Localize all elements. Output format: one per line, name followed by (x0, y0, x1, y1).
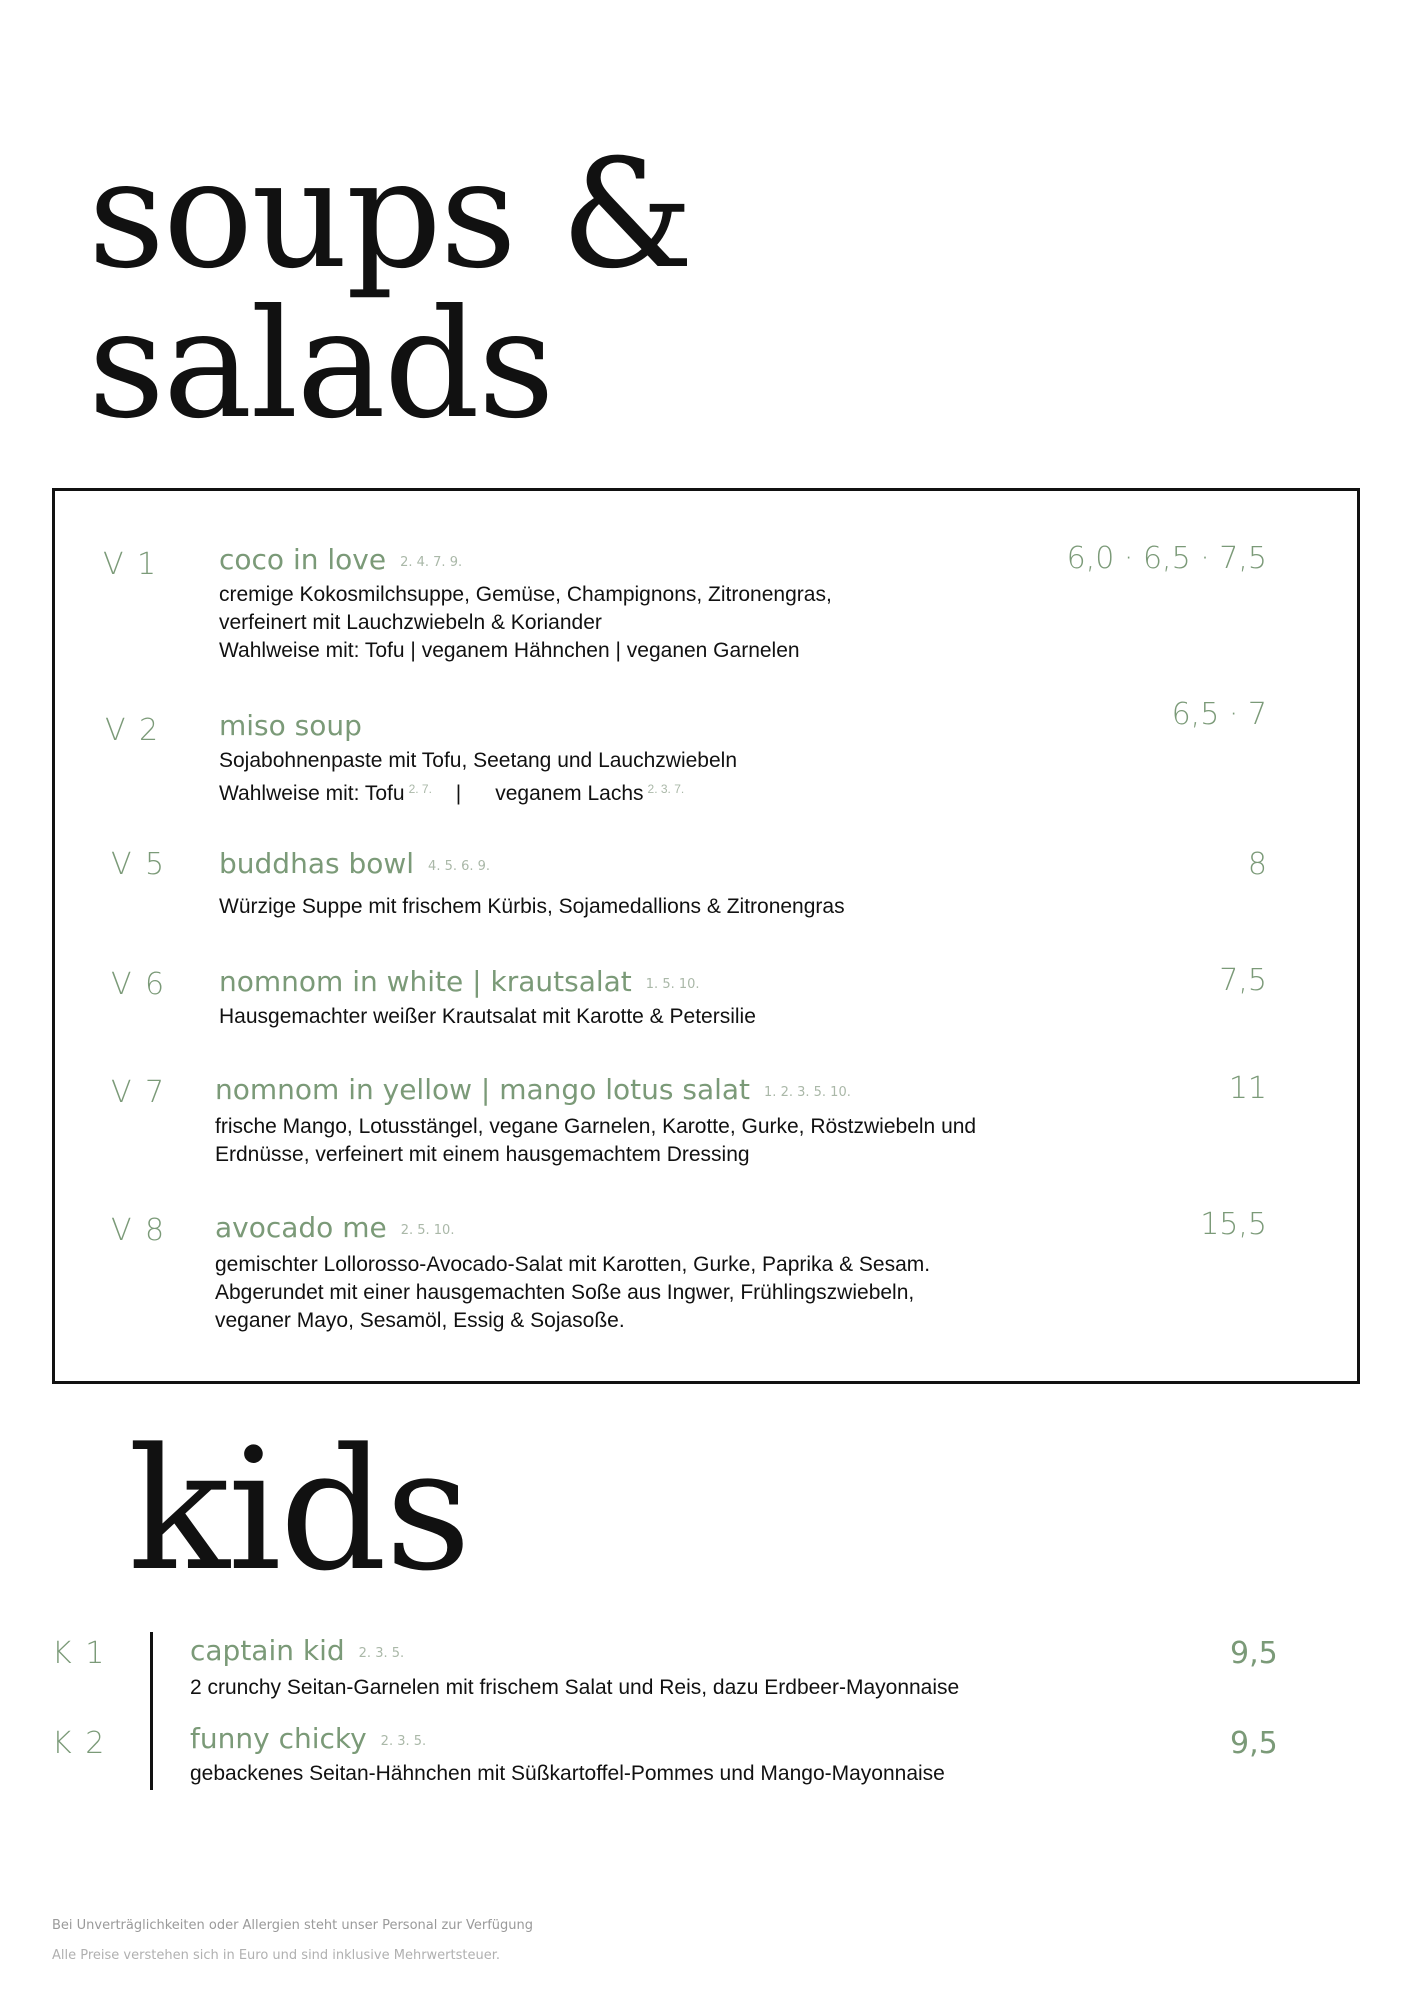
item-code: V 6 (111, 967, 167, 1002)
item-name: nomnom in yellow | mango lotus salat 1. 2. 3. 5. 10. (215, 1073, 851, 1106)
item-price: 6,5 · 7 (1171, 697, 1267, 732)
item-price: 15,5 (1200, 1207, 1267, 1242)
kids-item-description: 2 crunchy Seitan-Garnelen mit frischem Salat und Reis, dazu Erdbeer-Mayonnaise (190, 1676, 960, 1699)
item-price: 6,0 · 6,5 · 7,5 (1066, 541, 1267, 576)
kids-item-name: funny chicky 2. 3. 5. (190, 1722, 427, 1755)
item-name: miso soup (219, 709, 362, 742)
section-title-salads: salads (88, 278, 553, 452)
item-allergens: 4. 5. 6. 9. (428, 859, 491, 874)
kids-item-name: captain kid 2. 3. 5. (190, 1634, 405, 1667)
item-name: coco in love 2. 4. 7. 9. (219, 543, 463, 576)
section-title-kids: kids (128, 1412, 470, 1608)
item-name: buddhas bowl 4. 5. 6. 9. (219, 847, 491, 880)
item-allergens: 2. 4. 7. 9. (400, 555, 463, 570)
item-code: V 7 (111, 1075, 167, 1110)
item-allergens: 2. 5. 10. (400, 1223, 455, 1238)
item-price: 11 (1228, 1071, 1267, 1106)
item-allergens: 2. 3. 5. (380, 1734, 427, 1749)
item-name: nomnom in white | krautsalat 1. 5. 10. (219, 965, 700, 998)
kids-item-price: 9,5 (1230, 1726, 1278, 1761)
item-price: 8 (1247, 847, 1267, 882)
item-description: Würzige Suppe mit frischem Kürbis, Sojamedallions & Zitronengras (219, 895, 845, 918)
kids-item-code: K 1 (52, 1636, 107, 1671)
section-title-soups: soups & (88, 128, 693, 302)
item-code: V 5 (111, 847, 167, 882)
footer-allergy-note: Bei Unverträglichkeiten oder Allergien steht unser Personal zur Verfügung (52, 1918, 534, 1933)
item-allergens: 2. 3. 5. (358, 1646, 405, 1661)
item-code: V 2 (105, 713, 161, 748)
item-name: avocado me 2. 5. 10. (215, 1211, 455, 1244)
item-description: Sojabohnenpaste mit Tofu, Seetang und Lauchzwiebeln Wahlweise mit: Tofu $^{2. 7.}$ | veganem Lachs $^{2. 3. 7.}$ (219, 749, 737, 805)
item-price: 7,5 (1219, 963, 1267, 998)
item-description: cremige Kokosmilchsuppe, Gemüse, Champignons, Zitronengras, verfeinert mit Lauchzwiebeln & Koriander Wahlweise mit: Tofu | veganem Hähnchen | veganen Garnelen (219, 583, 832, 662)
item-description: gemischter Lollorosso-Avocado-Salat mit Karotten, Gurke, Paprika & Sesam. Abgerundet mit einer hausgemachten Soße aus Ingwer, Frühlingszwiebeln, veganer Mayo, Sesamöl, Essig & Sojasoße. (215, 1253, 931, 1332)
item-code: V 1 (103, 547, 159, 582)
soups-salads-menu-box (52, 488, 1360, 1384)
item-allergens: 1. 2. 3. 5. 10. (764, 1085, 851, 1100)
item-code: V 8 (111, 1213, 167, 1248)
kids-item-description: gebackenes Seitan-Hähnchen mit Süßkartoffel-Pommes und Mango-Mayonnaise (190, 1762, 945, 1785)
item-description: frische Mango, Lotusstängel, vegane Garnelen, Karotte, Gurke, Röstzwiebeln und Erdnüsse, verfeinert mit einem hausgemachtem Dressing (215, 1115, 977, 1166)
item-allergens: 1. 5. 10. (645, 977, 700, 992)
kids-item-price: 9,5 (1230, 1636, 1278, 1671)
footer-price-note: Alle Preise verstehen sich in Euro und sind inklusive Mehrwertsteuer. (52, 1948, 500, 1963)
kids-divider-line (150, 1632, 153, 1790)
item-description: Hausgemachter weißer Krautsalat mit Karotte & Petersilie (219, 1005, 756, 1028)
kids-item-code: K 2 (52, 1726, 107, 1761)
